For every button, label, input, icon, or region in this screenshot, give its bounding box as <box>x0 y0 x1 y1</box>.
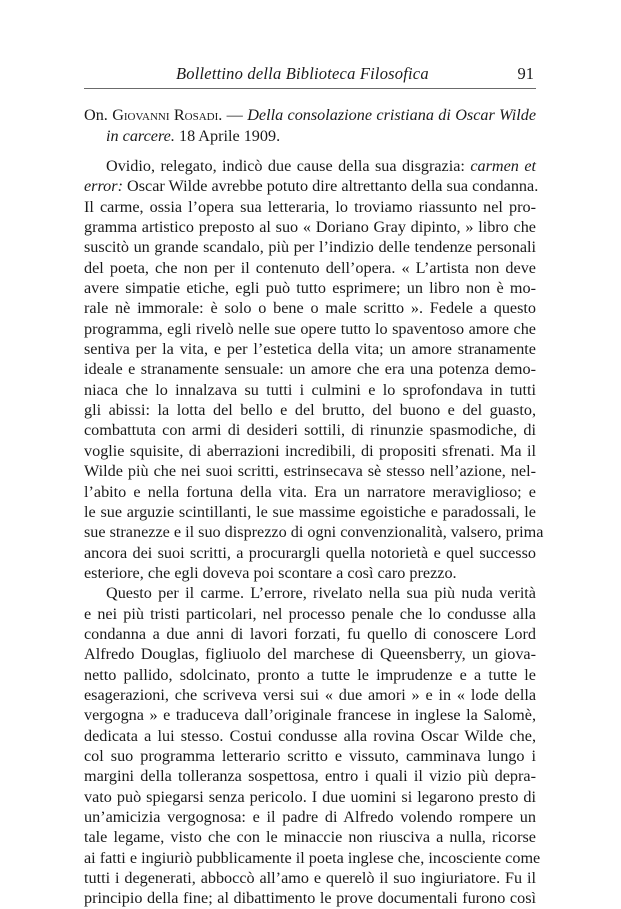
text-line: tale legame, visto che con le minaccie non riusciva a nulla, ricorse <box>84 828 536 847</box>
text-line: col suo programma letterario scritto e vissuto, camminava lungo i <box>84 746 536 765</box>
text-line: vergogna » e traduceva dall’originale francese in inglese la Salomè, <box>84 706 536 725</box>
text-line: Alfredo Douglas, figliuolo del marchese di Queensberry, un giova- <box>84 645 536 664</box>
text-line: ai fatti e ingiuriò pubblicamente il poeta inglese che, incosciente come <box>84 848 541 867</box>
text-line: suscitò un grande scandalo, più per l’indizio delle tendenze personali <box>84 238 536 257</box>
entry-line-2 <box>84 126 536 147</box>
text-line: esagerazioni, che scriveva versi sui « due amori » e in « lode della <box>84 685 536 704</box>
text-line: ancora dei suoi scritti, a procurargli quella notorietà e quel successo <box>84 543 536 562</box>
text-line: un’amicizia vergognosa: e il padre di Alfredo volendo rompere un <box>84 808 536 826</box>
text-line: avere simpatie etiche, egli può tutto esprimere; un libro non è mo- <box>84 279 536 298</box>
text-line: esteriore, che egli doveva poi scontare a così caro prezzo. <box>84 563 457 582</box>
text-line: Questo per il carme. L’errore, rivelato nella sua più nuda verità <box>106 584 536 603</box>
work-title-part2: in carcere. <box>106 126 175 145</box>
dash: — <box>222 106 248 124</box>
text-line: netto pallido, sdolcinato, pronto a tutte le imprudenze e a tutte le <box>84 665 536 684</box>
text-line: tutti i degenerati, abboccò all’amo e querelò il suo ingiuriatore. Fu il <box>84 869 536 888</box>
text-line: le sue arguzie scintillanti, le sue massime egoistiche e paradossali, le <box>84 502 536 521</box>
text-line: sentiva per la vita, e per l’estetica della vita; un amore stranamente <box>84 340 536 359</box>
text-line: del poeta, che non per il contenuto dell’opera. « L’artista non deve <box>84 258 536 277</box>
work-title-part1: Della consolazione cristiana di Oscar Wilde <box>247 106 536 124</box>
text-line: sue stranezze e il suo disprezzo di ogni convenzionalità, valsero, prima <box>84 523 544 542</box>
text-line: Ovidio, relegato, indicò due cause della sua disgrazia: carmen et <box>106 157 536 175</box>
text-line: l’abito e nella fortuna della vita. Era un narratore meraviglioso; e <box>84 482 536 501</box>
text-line: principio della fine; al dibattimento le prove documentali furono così <box>84 889 536 908</box>
entry-date: 18 Aprile 1909. <box>174 126 281 145</box>
author-name: Giovanni Rosadi. <box>112 106 223 124</box>
text-line: condanna a due anni di lavori forzati, fu quello di conoscere Lord <box>84 624 536 643</box>
text-line: rale nè immorale: è solo o bene o male scritto ». Fedele a questo <box>84 299 536 318</box>
text-line: combattuta con armi di desideri sottili, di rinunzie spasmodiche, di <box>84 421 536 440</box>
entry-line-1 <box>84 105 536 126</box>
text-line: gramma artistico preposto al suo « Doriano Gray dipinto, » libro che <box>84 218 536 237</box>
body-text <box>84 156 544 909</box>
text-line: dedicata a lui stesso. Costui condusse alla rovina Oscar Wilde che, <box>84 726 536 745</box>
text-line: Wilde più che nei suoi scritti, estrinsecava sè stesso nell’azione, nel- <box>84 462 536 481</box>
text-line: programma, egli rivelò nelle sue opere tutto lo spaventoso amore che <box>84 319 536 338</box>
running-title: Bollettino della Biblioteca Filosofica <box>176 64 429 83</box>
text-line: margini della tolleranza sospettosa, entro i quali il vizio più depra- <box>84 767 536 786</box>
bibliographic-entry <box>84 105 536 146</box>
text-line: vato può spiegarsi senza pericolo. I due uomini si legarono presto di <box>84 787 536 806</box>
text-line: voglie squisite, di aberrazioni incredibili, di propositi sfrenati. Ma il <box>84 441 536 460</box>
text-line: niaca che lo innalzava su tutti i culmini e lo sprofondava in tutti <box>84 380 536 399</box>
page-number: 91 <box>517 64 534 83</box>
honorific: On. <box>84 106 113 124</box>
text-line: error: Oscar Wilde avrebbe potuto dire altrettanto della sua condanna. <box>84 177 539 196</box>
text-line: e nei più tristi particolari, nel processo penale che lo condusse alla <box>84 604 536 623</box>
text-line: gli abissi: la lotta del bello e del brutto, del buono e del guasto, <box>84 401 536 420</box>
running-header <box>84 62 536 89</box>
text-line: Il carme, ossia l’opera sua letteraria, lo troviamo riassunto nel pro- <box>84 197 536 216</box>
text-line: ideale e stranamente sensuale: un amore che era una potenza demo- <box>84 360 536 379</box>
